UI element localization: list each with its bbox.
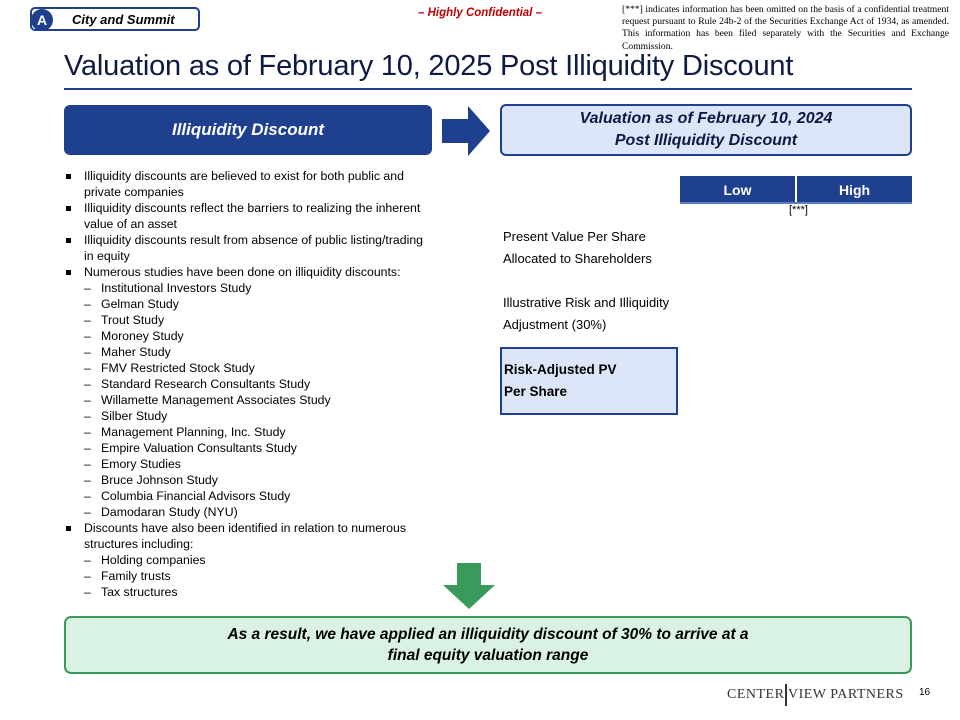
bullet-text: Illiquidity discounts result from absence of public listing/trading in equity <box>84 233 424 263</box>
dash-marker: – <box>84 345 91 359</box>
sub-bullet-item <box>64 408 434 424</box>
row-risk-adjustment-line2: Adjustment (30%) <box>503 317 607 332</box>
dash-marker: – <box>84 457 91 471</box>
conclusion-line1: As a result, we have applied an illiquidity discount of 30% to arrive at a <box>227 626 749 643</box>
sub-bullet-item <box>64 312 434 328</box>
illiquidity-discount-header: Illiquidity Discount <box>64 105 432 155</box>
sub-bullet-text: Emory Studies <box>101 457 181 471</box>
row-risk-adjusted-pv-line2: Per Share <box>504 384 568 399</box>
sub-bullet-text: Bruce Johnson Study <box>101 473 218 487</box>
sub-bullet-text: Willamette Management Associates Study <box>101 393 331 407</box>
valuation-header-line1: Valuation as of February 10, 2024 <box>579 110 833 127</box>
dash-marker: – <box>84 569 91 583</box>
sub-bullet-text: Columbia Financial Advisors Study <box>101 489 291 503</box>
sub-bullet-text: Tax structures <box>101 585 178 599</box>
bullet-text: Numerous studies have been done on illiquidity discounts: <box>84 265 401 279</box>
sub-bullet-text: Gelman Study <box>101 297 179 311</box>
conclusion-box <box>64 616 912 674</box>
sub-bullet-item <box>64 504 434 520</box>
valuation-header <box>500 104 912 156</box>
bullet-square-icon <box>66 526 71 531</box>
sub-bullet-item <box>64 296 434 312</box>
sub-bullet-item <box>64 472 434 488</box>
sub-bullet-item <box>64 376 434 392</box>
sub-bullet-item <box>64 344 434 360</box>
dash-marker: – <box>84 473 91 487</box>
conclusion-line2: final equity valuation range <box>387 647 589 664</box>
redacted-marker: [***] <box>789 204 808 216</box>
row-risk-adjusted-pv <box>504 359 617 403</box>
dash-marker: – <box>84 425 91 439</box>
dash-marker: – <box>84 489 91 503</box>
valuation-header-line2: Post Illiquidity Discount <box>614 132 798 149</box>
sub-bullet-item <box>64 552 434 568</box>
row-present-value-line1: Present Value Per Share <box>503 229 646 244</box>
sub-bullet-text: Standard Research Consultants Study <box>101 377 311 391</box>
arrow-right-icon <box>442 106 490 156</box>
redaction-footnote: [***] indicates information has been omitted on the basis of a confidential treatment request pursuant to Rule 24b-2 of the Securities Exchange Act of 1934, as amended. This information has been filed separately with the Securities and Exchange Commission. <box>622 4 949 52</box>
bullet-square-icon <box>66 270 71 275</box>
sub-bullet-text: Maher Study <box>101 345 171 359</box>
row-risk-adjustment <box>503 292 669 336</box>
dash-marker: – <box>84 377 91 391</box>
section-label: City and Summit <box>72 12 175 27</box>
dash-marker: – <box>84 297 91 311</box>
section-letter-circle: A <box>31 9 53 31</box>
bullet-square-icon <box>66 238 71 243</box>
logo-right-text: VIEW PARTNERS <box>787 687 904 702</box>
sub-bullet-text: Holding companies <box>101 553 206 567</box>
sub-bullet-item <box>64 456 434 472</box>
sub-bullet-item <box>64 568 434 584</box>
bullet-item <box>64 168 434 200</box>
row-risk-adjusted-pv-line1: Risk-Adjusted PV <box>504 362 617 377</box>
dash-marker: – <box>84 409 91 423</box>
sub-bullet-item <box>64 360 434 376</box>
bullet-item <box>64 264 434 280</box>
row-present-value-line2: Allocated to Shareholders <box>503 251 652 266</box>
sub-bullet-text: Institutional Investors Study <box>101 281 252 295</box>
sub-bullet-item <box>64 440 434 456</box>
sub-bullet-item <box>64 584 434 600</box>
sub-bullet-text: Damodaran Study (NYU) <box>101 505 238 519</box>
centerview-logo <box>727 684 904 706</box>
bullet-text: Discounts have also been identified in relation to numerous structures including: <box>84 521 406 551</box>
sub-bullet-item <box>64 280 434 296</box>
arrow-down-icon <box>443 563 495 609</box>
logo-left-text: CENTER <box>727 687 785 702</box>
sub-bullet-text: Family trusts <box>101 569 171 583</box>
page-title: Valuation as of February 10, 2025 Post Illiquidity Discount <box>64 50 794 82</box>
dash-marker: – <box>84 441 91 455</box>
title-divider <box>64 88 912 90</box>
dash-marker: – <box>84 281 91 295</box>
sub-bullet-item <box>64 328 434 344</box>
sub-bullet-item <box>64 488 434 504</box>
sub-bullet-item <box>64 424 434 440</box>
sub-bullet-text: Empire Valuation Consultants Study <box>101 441 297 455</box>
row-risk-adjustment-line1: Illustrative Risk and Illiquidity <box>503 295 670 310</box>
dash-marker: – <box>84 361 91 375</box>
dash-marker: – <box>84 329 91 343</box>
bullet-item <box>64 520 434 552</box>
page-number: 16 <box>919 687 931 698</box>
column-header-high: High <box>797 176 912 204</box>
bullet-text: Illiquidity discounts are believed to exist for both public and private companies <box>84 169 404 199</box>
row-present-value <box>503 226 652 270</box>
bullet-list <box>64 168 434 600</box>
sub-bullet-text: Trout Study <box>101 313 165 327</box>
sub-bullet-text: Management Planning, Inc. Study <box>101 425 286 439</box>
dash-marker: – <box>84 313 91 327</box>
sub-bullet-item <box>64 392 434 408</box>
sub-bullet-text: FMV Restricted Stock Study <box>101 361 255 375</box>
logo-divider <box>785 684 787 706</box>
bullet-square-icon <box>66 206 71 211</box>
bullet-square-icon <box>66 174 71 179</box>
dash-marker: – <box>84 553 91 567</box>
bullet-item <box>64 200 434 232</box>
bullet-text: Illiquidity discounts reflect the barriers to realizing the inherent value of an asset <box>84 201 421 231</box>
dash-marker: – <box>84 505 91 519</box>
bullet-item <box>64 232 434 264</box>
confidential-notice: – Highly Confidential – <box>418 7 542 19</box>
sub-bullet-text: Moroney Study <box>101 329 184 343</box>
dash-marker: – <box>84 393 91 407</box>
sub-bullet-text: Silber Study <box>101 409 168 423</box>
column-header-low: Low <box>680 176 795 204</box>
dash-marker: – <box>84 585 91 599</box>
